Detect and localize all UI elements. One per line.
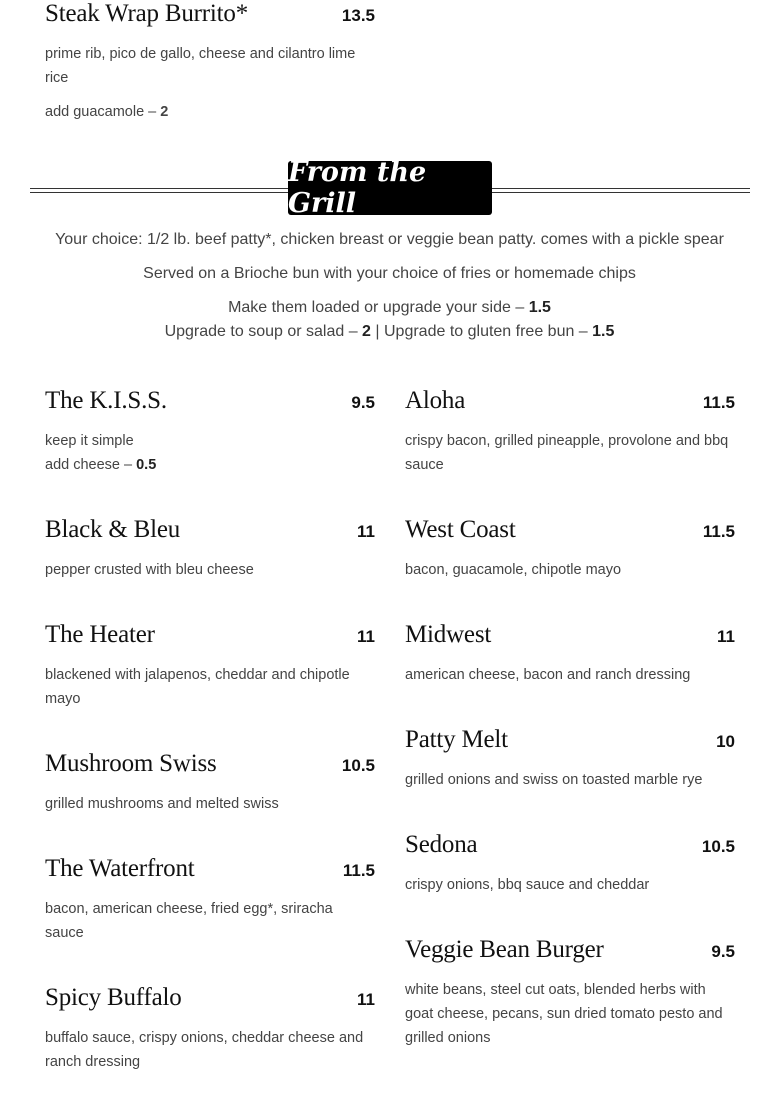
menu-item-steak-wrap-burrito	[45, 0, 375, 124]
menu-item-black-and-bleu	[45, 516, 375, 582]
menu-item-price: 13.5	[341, 6, 375, 25]
menu-item-veggie-bean-burger	[405, 936, 735, 1050]
divider-right	[492, 188, 750, 193]
section-title-box	[288, 157, 492, 219]
menu-item-description: white beans, steel cut oats, blended herbs with goat cheese, pecans, sun dried tomato pesto and grilled onions	[405, 982, 723, 1046]
menu-item-description: buffalo sauce, crispy onions, cheddar cheese and ranch dressing	[45, 1030, 364, 1070]
menu-item-name: Steak Wrap Burrito*	[45, 0, 249, 27]
gluten-free-price: 1.5	[592, 323, 615, 340]
upgrade-separator: |	[370, 323, 384, 340]
menu-item-patty-melt	[405, 726, 735, 792]
menu-item-header	[45, 855, 375, 883]
menu-item-name: Midwest	[405, 621, 492, 648]
menu-item-addon	[45, 453, 375, 477]
menu-item-header	[405, 936, 735, 964]
gluten-free-text: Upgrade to gluten free bun –	[384, 323, 593, 340]
menu-item-header	[45, 750, 375, 778]
menu-item-description: crispy bacon, grilled pineapple, provolone and bbq sauce	[405, 433, 729, 473]
menu-item-header	[405, 516, 735, 544]
intro-line-upgrades	[0, 323, 779, 341]
menu-item-description: prime rib, pico de gallo, cheese and cilantro lime rice	[45, 46, 356, 86]
menu-item-mushroom-swiss	[45, 750, 375, 816]
section-title: From the Grill	[288, 157, 427, 219]
menu-item-header	[45, 621, 375, 649]
menu-item-name: West Coast	[405, 516, 516, 543]
menu-item-midwest	[405, 621, 735, 687]
menu-item-price: 9.5	[351, 393, 375, 412]
intro-line-served: Served on a Brioche bun with your choice of fries or homemade chips	[143, 265, 636, 282]
menu-item-description: bacon, guacamole, chipotle mayo	[405, 562, 622, 578]
menu-item-aloha	[405, 387, 735, 477]
intro-line-choice: Your choice: 1/2 lb. beef patty*, chicken breast or veggie bean patty. comes with a pickle spear	[55, 231, 724, 248]
divider-left	[30, 188, 288, 193]
menu-item-the-heater	[45, 621, 375, 711]
soup-salad-price: 2	[362, 323, 371, 340]
menu-item-name: The Waterfront	[45, 855, 195, 882]
menu-item-price: 11	[357, 522, 375, 541]
menu-item-description: pepper crusted with bleu cheese	[45, 562, 254, 578]
addon-price: 2	[160, 104, 169, 120]
menu-item-header	[405, 621, 735, 649]
soup-salad-text: Upgrade to soup or salad –	[164, 323, 363, 340]
section-header	[30, 157, 750, 219]
menu-item-name: The Heater	[45, 621, 155, 648]
menu-item-description: blackened with jalapenos, cheddar and chipotle mayo	[45, 667, 350, 707]
menu-item-price: 11.5	[702, 393, 735, 412]
menu-item-name: Aloha	[405, 387, 466, 414]
menu-item-name: The K.I.S.S.	[45, 387, 167, 414]
menu-item-the-kiss	[45, 387, 375, 477]
description-text: keep it simple	[45, 433, 134, 449]
menu-item-price: 10.5	[341, 756, 375, 775]
addon-price: 0.5	[136, 457, 157, 473]
menu-item-description: bacon, american cheese, fried egg*, sriracha sauce	[45, 901, 333, 941]
menu-item-header	[405, 726, 735, 754]
menu-item-price: 11	[357, 990, 375, 1009]
menu-item-header	[405, 831, 735, 859]
menu-item-price: 10.5	[701, 837, 735, 856]
menu-item-name: Sedona	[405, 831, 478, 858]
menu-item-header	[45, 387, 375, 415]
menu-item-the-waterfront	[45, 855, 375, 945]
intro-line-loaded	[0, 299, 779, 317]
menu-item-name: Veggie Bean Burger	[405, 936, 604, 963]
menu-item-price: 11.5	[702, 522, 735, 541]
menu-item-price: 11	[717, 627, 735, 646]
menu-item-header	[405, 387, 735, 415]
menu-item-description: grilled onions and swiss on toasted marble rye	[405, 772, 703, 788]
menu-item-name: Black & Bleu	[45, 516, 181, 543]
menu-item-west-coast	[405, 516, 735, 582]
addon-text: add guacamole –	[45, 104, 161, 120]
menu-item-description: grilled mushrooms and melted swiss	[45, 796, 279, 812]
menu-item-description: crispy onions, bbq sauce and cheddar	[405, 877, 650, 893]
menu-item-price: 9.5	[711, 942, 735, 961]
menu-item-description: american cheese, bacon and ranch dressing	[405, 667, 691, 683]
menu-item-addon	[45, 100, 375, 124]
menu-item-header	[45, 516, 375, 544]
menu-item-description	[45, 429, 375, 477]
menu-item-header	[45, 0, 375, 28]
menu-item-spicy-buffalo	[45, 984, 375, 1074]
menu-item-sedona	[405, 831, 735, 897]
addon-text: add cheese –	[45, 457, 137, 473]
menu-item-price: 11	[357, 627, 375, 646]
menu-item-price: 11.5	[342, 861, 375, 880]
menu-item-name: Mushroom Swiss	[45, 750, 217, 777]
menu-item-name: Patty Melt	[405, 726, 508, 753]
loaded-price: 1.5	[528, 299, 551, 316]
menu-item-name: Spicy Buffalo	[45, 984, 182, 1011]
menu-item-header	[45, 984, 375, 1012]
loaded-text: Make them loaded or upgrade your side –	[228, 299, 529, 316]
menu-item-price: 10	[716, 732, 735, 751]
